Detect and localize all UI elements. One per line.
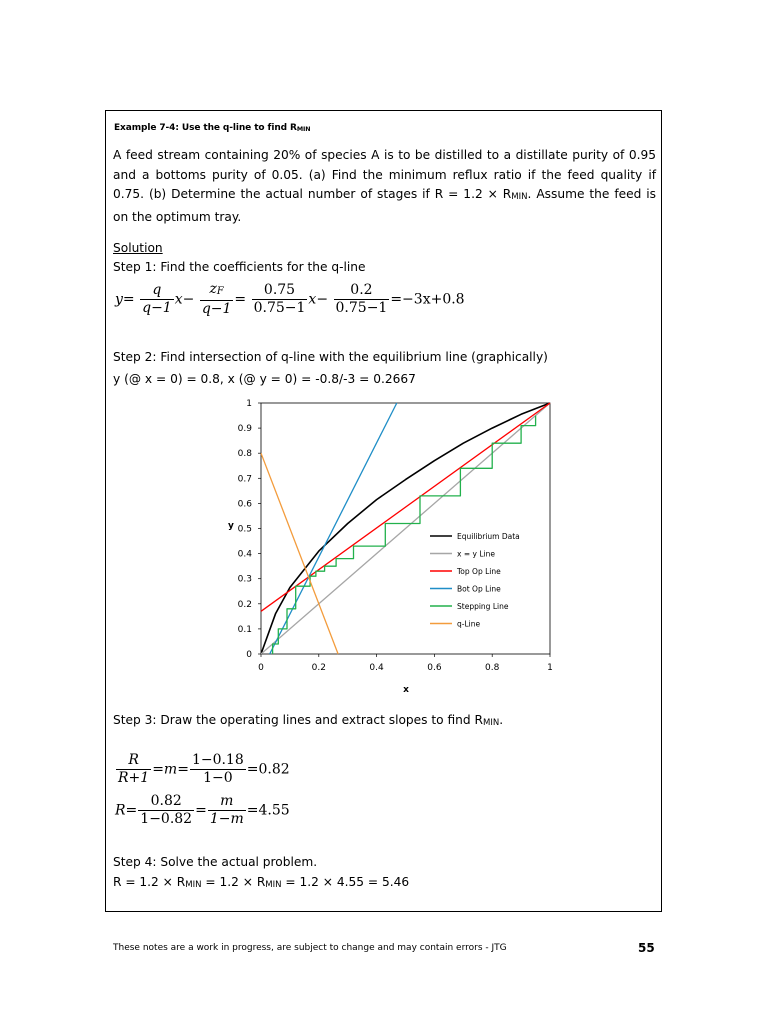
page-number: 55: [638, 941, 655, 955]
y-tick-label: 0.9: [237, 424, 252, 435]
series-x-y-line: [261, 403, 550, 654]
equation-q-line: y= $\frac{q}{q-1}$ x− $\frac{zF}{q-1}$ = $\frac{0.75}{0.75-1}$ x− $\frac{0.2}{0.75-1}$ =−3x+0.8: [115, 281, 465, 317]
mccabe-thiele-chart: [225, 393, 560, 700]
step2-label: Step 2: Find intersection of q-line with the equilibrium line (graphically): [113, 350, 548, 364]
legend-label-equilibrium-data: Equilibrium Data: [457, 532, 520, 541]
y-axis-label: y: [228, 521, 234, 531]
y-tick-label: 0.5: [237, 524, 252, 535]
legend-label-q-line: q-Line: [457, 619, 481, 629]
x-tick-label: 0.4: [369, 663, 384, 673]
x-tick-label: 1: [547, 663, 553, 673]
x-tick-label: 0.8: [485, 663, 500, 673]
equation-rmin: R= $\frac{0.82}{1-0.82}$ = $\frac{m}{1-m}$ =4.55: [115, 793, 290, 827]
y-tick-label: 1: [246, 399, 252, 409]
solution-heading: Solution: [113, 241, 163, 255]
y-tick-label: 0.7: [237, 474, 252, 485]
y-tick-label: 0.2: [237, 599, 252, 610]
step3-label: Step 3: Draw the operating lines and extract slopes to find RMIN.: [113, 713, 504, 728]
legend-label-top-op-line: Top Op Line: [457, 567, 501, 576]
legend-label-x-y-line: x = y Line: [457, 549, 495, 559]
y-tick-label: 0.3: [237, 574, 252, 585]
step4-result: R = 1.2 × RMIN = 1.2 × RMIN = 1.2 × 4.55 = 5.46: [113, 875, 410, 890]
y-tick-label: 0.6: [237, 499, 252, 510]
step1-label: Step 1: Find the coefficients for the q-line: [113, 260, 366, 274]
problem-statement: A feed stream containing 20% of species A is to be distilled to a distillate purity of 0.95 and a bottoms purity of 0.05. (a) Find the minimum reflux ratio if the feed quality if 0.75. (b) Determine the actual number of stages if R = 1.2 × RMIN. Assume the feed is on the optimum tray.: [113, 148, 657, 224]
x-tick-label: 0: [258, 663, 264, 673]
step2-intercepts: y (@ x = 0) = 0.8, x (@ y = 0) = -0.8/-3 = 0.2667: [113, 372, 416, 386]
series-bot-op-line: [270, 403, 397, 654]
x-tick-label: 0.6: [427, 663, 442, 673]
legend-label-stepping-line: Stepping Line: [457, 602, 509, 611]
series-top-op-line: [261, 403, 550, 611]
step4-label: Step 4: Solve the actual problem.: [113, 855, 318, 869]
y-tick-label: 0.1: [237, 624, 252, 635]
equation-slope: $\frac{R}{R+1}$ =m= $\frac{1-0.18}{1-0}$ =0.82: [118, 752, 290, 786]
footer-note: These notes are a work in progress, are subject to change and may contain errors - JTG: [113, 943, 507, 953]
x-tick-label: 0.2: [311, 663, 326, 673]
example-title: Example 7-4: Use the q-line to find RMIN: [114, 123, 311, 133]
legend-label-bot-op-line: Bot Op Line: [457, 584, 501, 594]
x-axis-label: x: [403, 685, 409, 695]
y-tick-label: 0.8: [237, 449, 252, 460]
y-tick-label: 0.4: [237, 549, 252, 560]
y-tick-label: 0: [246, 650, 252, 660]
